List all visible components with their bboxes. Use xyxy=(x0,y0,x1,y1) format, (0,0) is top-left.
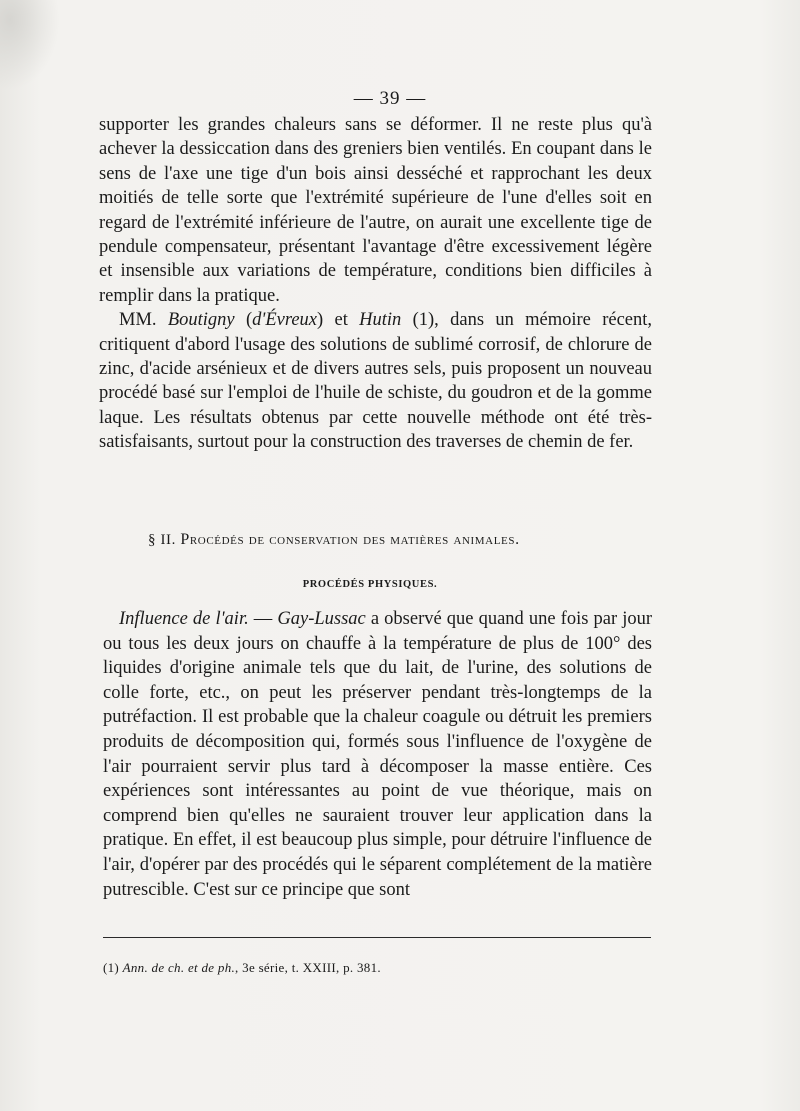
body-text-top xyxy=(99,113,652,455)
paragraph-2-prefix: MM. xyxy=(119,310,168,331)
paragraph-1: supporter les grandes chaleurs sans se déformer. Il ne reste plus qu'à achever la dessiccation dans des greniers bien ventilés. En coupant dans le sens de l'axe une tige d'un bois ainsi desséché et rapprochant les deux moitiés de telle sorte que l'extrémité supérieure de l'une d'elles soit en regard de l'extrémité inférieure de l'autre, on aurait une excellente tige de pendule compensateur, présentant l'avantage d'être excessivement légère et insensible aux variations de température, conditions bien difficiles à remplir dans la pratique. xyxy=(99,115,652,306)
paragraph-3-dash: — xyxy=(248,609,278,629)
footnote-source: Ann. de ch. et de ph. xyxy=(122,960,236,975)
section-heading xyxy=(148,531,648,549)
footnote-rule xyxy=(103,937,651,938)
footnote-rest: , 3e série, t. XXIII, p. 381. xyxy=(235,960,381,975)
paragraph-3-lead: Influence de l'air. xyxy=(119,609,249,629)
section-title: Procédés de conservation des matières animales. xyxy=(180,531,520,548)
author-gay-lussac: Gay-Lussac xyxy=(277,609,366,629)
section-number: § II. xyxy=(148,532,176,548)
author-boutigny: Boutigny xyxy=(167,310,235,331)
paragraph-3-rest: a observé que quand une fois par jour ou tous les deux jours on chauffe à la température de plus de 100° des liquides d'origine animale tels que du lait, de l'urine, des solutions de colle forte, etc., on peut les préserver pendant très-longtemps de la putréfaction. Il est probable que la chaleur coagule ou détruit les premiers produits de décomposition qui, formés sous l'influence de l'oxygène de l'air pourraient servir plus tard à décomposer la masse entière. Ces expériences sont intéressantes au point de vue théorique, mais on comprend bien qu'elles ne sauraient trouver leur application dans la pratique. En effet, il est beaucoup plus simple, pour détruire l'influence de l'air, d'opérer par des procédés qui le séparent complétement de la matière putrescible. C'est sur ce principe que sont xyxy=(103,609,652,900)
paragraph-2 xyxy=(99,308,652,454)
footnote xyxy=(103,960,663,976)
subheading: PROCÉDÉS PHYSIQUES. xyxy=(302,579,438,590)
body-text-bottom xyxy=(103,607,652,902)
paragraph-2-rest: (1), dans un mémoire récent, critiquent d'abord l'usage des solutions de sublimé corrosif, de chlorure de zinc, d'acide arsénieux et de divers autres sels, puis proposent un nouveau procédé basé sur l'emploi de l'huile de schiste, du goudron et de la gomme laque. Les résultats obtenus par cette nouvelle méthode ont été très-satisfaisants, surtout pour la construction des traverses de chemin de fer. xyxy=(99,310,653,453)
place-evreux: d'Évreux xyxy=(252,310,318,331)
paragraph-2-paren-close: ) et xyxy=(317,310,360,331)
author-hutin: Hutin xyxy=(359,310,402,331)
page-number: — 39 — xyxy=(353,88,427,109)
paper-stain xyxy=(0,0,60,90)
paragraph-2-paren-open: ( xyxy=(234,310,253,331)
footnote-marker: (1) xyxy=(103,960,123,975)
paragraph-3 xyxy=(103,607,652,902)
